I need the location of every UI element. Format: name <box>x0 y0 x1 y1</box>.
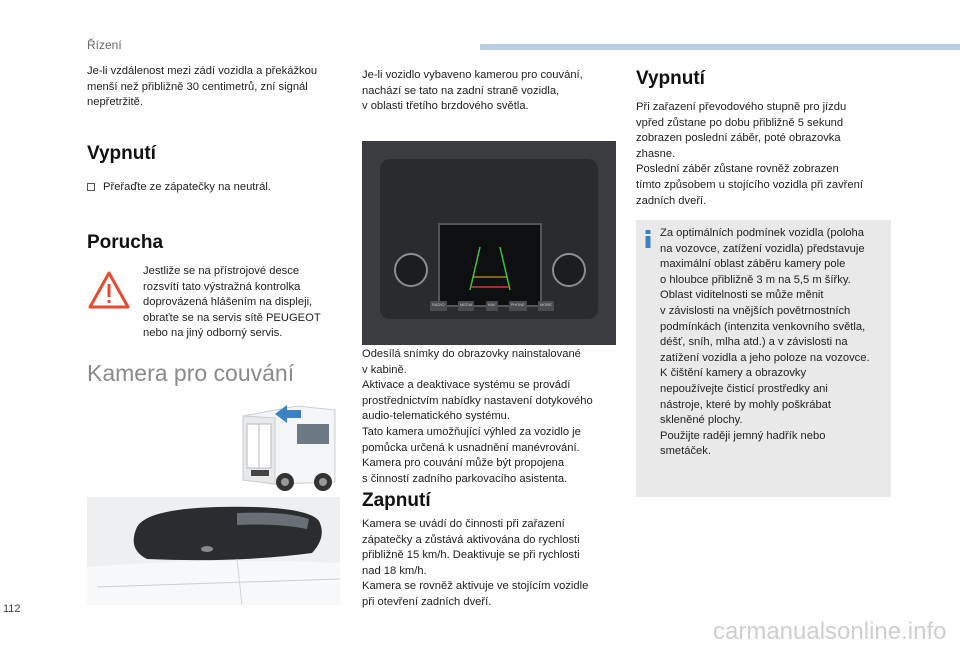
text-line: maximální oblast záběru kamery pole <box>660 258 846 271</box>
text-line: Kamera pro couvání může být propojena <box>362 457 565 470</box>
text-line: doprovázená hlášením na displeji, <box>143 296 313 309</box>
text-line: tímto způsobem u stojícího vozidla při zavření <box>636 178 863 191</box>
text-line: K čištění kamery a obrazovky <box>660 367 807 380</box>
text-line: zobrazen poslední záběr, poté obrazovka <box>636 132 841 145</box>
info-icon <box>644 230 652 248</box>
text-line: nepoužívejte čisticí prostředky ani <box>660 382 828 395</box>
radio-screen-image <box>362 141 616 345</box>
van-illustration <box>235 398 339 494</box>
camera-heading: Kamera pro couvání <box>87 360 295 386</box>
text-line: pomůcka určená k usnadnění manévrování. <box>362 441 580 454</box>
col2-body <box>362 347 593 487</box>
text-line: v oblasti třetího brzdového světla. <box>362 100 529 113</box>
parking-guide-lines <box>440 225 540 305</box>
text-line: nad 18 km/h. <box>362 564 427 577</box>
text-line: Kamera se rovněž aktivuje ve stojícím vozidle <box>362 580 589 593</box>
radio-button: MORE <box>538 301 554 311</box>
section-title: Řízení <box>87 38 122 52</box>
radio-button-row <box>430 301 554 311</box>
warning-icon <box>87 270 131 310</box>
text-line: déšť, sníh, mlha atd.) a v závislosti na <box>660 336 848 349</box>
text-line: Je-li vzdálenost mezi zádí vozidla a překážkou <box>87 65 318 77</box>
text-line: smetáček. <box>660 445 711 458</box>
radio-button: MEDIA <box>458 301 475 311</box>
text-line: skleněné plochy. <box>660 414 743 427</box>
text-line: Je-li vozidlo vybaveno kamerou pro couvání, <box>362 69 583 81</box>
text-line: vpřed zůstane po dobu přibližně 5 sekund <box>636 116 844 129</box>
fault-heading: Porucha <box>87 232 164 253</box>
display-screen <box>438 223 542 307</box>
text-line: zatížení vozidla a jeho poloze na vozovce. <box>660 351 870 364</box>
radio-button: PHONE <box>509 301 527 311</box>
watermark: carmanualsonline.info <box>713 618 947 645</box>
col2-intro <box>362 68 583 115</box>
off-heading-2: Vypnutí <box>636 68 705 89</box>
text-line: obraťte se na servis sítě PEUGEOT <box>143 311 321 324</box>
text-line: Při zařazení převodového stupně pro jízdu <box>636 101 847 113</box>
text-line: Poslední záběr zůstane rovněž zobrazen <box>636 163 839 176</box>
page-number: 112 <box>3 603 21 615</box>
text-line: Oblast viditelnosti se může měnit <box>660 289 824 302</box>
col3-off-text <box>636 100 863 209</box>
text-line: přibližně 15 km/h. Deaktivuje se při rychlosti <box>362 549 580 562</box>
text-line: o hloubce přibližně 3 m na 5,5 m šířky. <box>660 273 851 286</box>
off-heading-1: Vypnutí <box>87 143 156 164</box>
text-line: zápatečky a zůstává aktivována do rychlosti <box>362 533 580 546</box>
fault-text <box>143 264 321 342</box>
text-line: Odesílá snímky do obrazovky nainstalované <box>362 348 581 360</box>
info-box <box>636 220 891 497</box>
off-bullet <box>87 180 271 196</box>
text-line: nachází se tato na zadní straně vozidla, <box>362 84 560 97</box>
text-line: v závislosti na vnějších povětrnostních <box>660 304 851 317</box>
scroll-knob <box>552 253 586 287</box>
text-line: audio-telematického systému. <box>362 410 510 423</box>
header-accent-bar <box>480 44 960 50</box>
off-bullet-text: Přeřaďte ze zápatečky na neutrál. <box>103 181 271 193</box>
text-line: Jestliže se na přístrojové desce <box>143 265 300 277</box>
text-line: prostřednictvím nabídky nastavení dotykového <box>362 394 593 407</box>
volume-knob <box>394 253 428 287</box>
text-line: Kamera se uvádí do činnosti při zařazení <box>362 518 565 530</box>
text-line: nebo na jiný odborný servis. <box>143 327 283 340</box>
text-line: v kabině. <box>362 363 407 376</box>
text-line: Tato kamera umožňující výhled za vozidlo je <box>362 425 581 438</box>
text-line: menší než přibližně 30 centimetrů, zní signál <box>87 80 308 93</box>
text-line: Za optimálních podmínek vozidla (poloha <box>660 227 864 239</box>
text-line: nepřetržitě. <box>87 96 143 109</box>
text-line: zadních dveří. <box>636 194 707 207</box>
text-line: Použijte raději jemný hadřík nebo <box>660 429 826 442</box>
info-text <box>660 226 870 460</box>
text-line: nástroje, které by mohly poškrábat <box>660 398 832 411</box>
on-heading: Zapnutí <box>362 490 431 511</box>
checkbox-icon <box>87 183 95 191</box>
radio-button: RADIO <box>430 301 447 311</box>
radio-button: NAV <box>486 301 498 311</box>
col2-on-text <box>362 517 588 611</box>
text-line: zhasne. <box>636 147 676 160</box>
camera-closeup-image <box>87 497 340 605</box>
text-line: s činností zadního parkovacího asistenta. <box>362 472 568 485</box>
text-line: na vozovce, zatížení vozidla) představuje <box>660 242 865 255</box>
text-line: při otevření zadních dveří. <box>362 595 492 608</box>
text-line: podmínkách (intenzita venkovního světla, <box>660 320 866 333</box>
text-line: Aktivace a deaktivace systému se provádí <box>362 379 571 392</box>
text-line: rozsvítí tato výstražná kontrolka <box>143 280 301 293</box>
col1-intro <box>87 64 317 111</box>
